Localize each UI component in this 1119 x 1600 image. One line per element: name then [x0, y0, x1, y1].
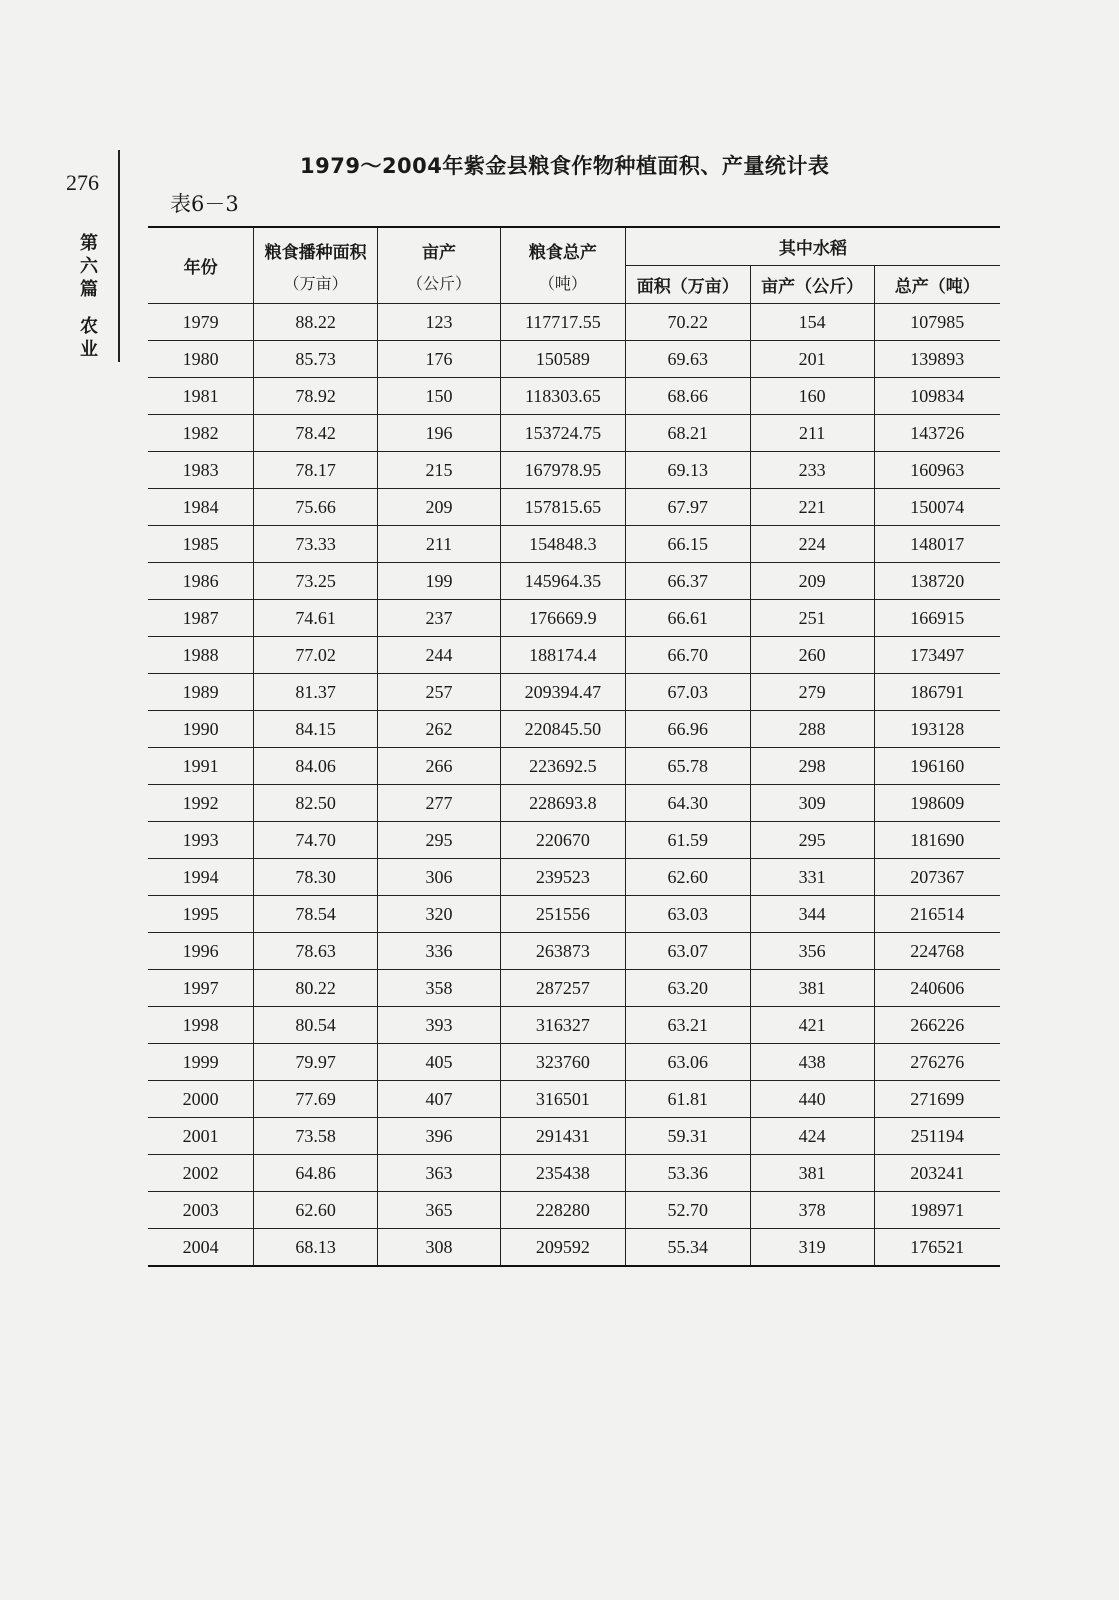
- header-sown-area-label: 粮食播种面积: [264, 242, 367, 263]
- table-row: [148, 600, 1000, 637]
- cell-rice-yield: 279: [750, 674, 874, 711]
- cell-total-output: 287257: [500, 970, 625, 1007]
- cell-yield: 123: [378, 304, 501, 341]
- cell-rice-area: 66.96: [625, 711, 750, 748]
- header-total-output: [500, 227, 625, 304]
- cell-yield: 244: [378, 637, 501, 674]
- page-number: 276: [66, 170, 99, 195]
- cell-year: 1991: [148, 748, 254, 785]
- table-row: [148, 859, 1000, 896]
- cell-total-output: 118303.65: [500, 378, 625, 415]
- cell-rice-output: 207367: [874, 859, 1000, 896]
- section-label: [78, 232, 100, 361]
- cell-total-output: 145964.35: [500, 563, 625, 600]
- header-rice-yield: 亩产（公斤）: [750, 266, 874, 304]
- cell-yield: 320: [378, 896, 501, 933]
- cell-rice-yield: 344: [750, 896, 874, 933]
- cell-total-output: 117717.55: [500, 304, 625, 341]
- cell-total-output: 263873: [500, 933, 625, 970]
- table-row: [148, 526, 1000, 563]
- cell-rice-area: 63.03: [625, 896, 750, 933]
- cell-sown-area: 81.37: [254, 674, 378, 711]
- cell-yield: 358: [378, 970, 501, 1007]
- cell-rice-output: 276276: [874, 1044, 1000, 1081]
- cell-year: 1984: [148, 489, 254, 526]
- cell-rice-yield: 221: [750, 489, 874, 526]
- cell-total-output: 251556: [500, 896, 625, 933]
- cell-total-output: 154848.3: [500, 526, 625, 563]
- cell-sown-area: 78.63: [254, 933, 378, 970]
- cell-yield: 295: [378, 822, 501, 859]
- cell-rice-output: 148017: [874, 526, 1000, 563]
- cell-rice-area: 66.61: [625, 600, 750, 637]
- cell-year: 1981: [148, 378, 254, 415]
- cell-sown-area: 73.33: [254, 526, 378, 563]
- table-row: [148, 1007, 1000, 1044]
- cell-rice-output: 193128: [874, 711, 1000, 748]
- cell-rice-yield: 233: [750, 452, 874, 489]
- cell-year: 2004: [148, 1229, 254, 1267]
- cell-total-output: 220845.50: [500, 711, 625, 748]
- cell-yield: 211: [378, 526, 501, 563]
- cell-sown-area: 77.69: [254, 1081, 378, 1118]
- cell-sown-area: 84.15: [254, 711, 378, 748]
- cell-total-output: 220670: [500, 822, 625, 859]
- cell-total-output: 157815.65: [500, 489, 625, 526]
- cell-year: 1980: [148, 341, 254, 378]
- cell-sown-area: 75.66: [254, 489, 378, 526]
- cell-rice-yield: 288: [750, 711, 874, 748]
- cell-sown-area: 73.58: [254, 1118, 378, 1155]
- table-row: [148, 378, 1000, 415]
- cell-sown-area: 78.30: [254, 859, 378, 896]
- cell-yield: 365: [378, 1192, 501, 1229]
- table-row: [148, 1155, 1000, 1192]
- cell-yield: 176: [378, 341, 501, 378]
- table-row: [148, 304, 1000, 341]
- cell-rice-area: 52.70: [625, 1192, 750, 1229]
- section-chapter-char: 篇: [80, 279, 98, 300]
- cell-total-output: 209592: [500, 1229, 625, 1267]
- table-row: [148, 1229, 1000, 1267]
- table-number: 表6－3: [170, 192, 239, 216]
- cell-yield: 257: [378, 674, 501, 711]
- cell-rice-yield: 319: [750, 1229, 874, 1267]
- cell-sown-area: 80.22: [254, 970, 378, 1007]
- cell-total-output: 153724.75: [500, 415, 625, 452]
- cell-rice-output: 240606: [874, 970, 1000, 1007]
- cell-total-output: 323760: [500, 1044, 625, 1081]
- cell-sown-area: 85.73: [254, 341, 378, 378]
- cell-yield: 215: [378, 452, 501, 489]
- cell-rice-output: 181690: [874, 822, 1000, 859]
- cell-year: 1988: [148, 637, 254, 674]
- cell-rice-yield: 356: [750, 933, 874, 970]
- cell-yield: 196: [378, 415, 501, 452]
- cell-yield: 363: [378, 1155, 501, 1192]
- cell-year: 1982: [148, 415, 254, 452]
- table-row: [148, 1192, 1000, 1229]
- cell-yield: 237: [378, 600, 501, 637]
- table-row: [148, 785, 1000, 822]
- cell-rice-area: 63.21: [625, 1007, 750, 1044]
- header-sown-area-unit: （万亩）: [283, 273, 348, 293]
- cell-year: 2002: [148, 1155, 254, 1192]
- cell-total-output: 176669.9: [500, 600, 625, 637]
- cell-rice-output: 186791: [874, 674, 1000, 711]
- table-row: [148, 674, 1000, 711]
- cell-rice-yield: 424: [750, 1118, 874, 1155]
- cell-rice-output: 107985: [874, 304, 1000, 341]
- cell-rice-yield: 331: [750, 859, 874, 896]
- cell-rice-area: 66.70: [625, 637, 750, 674]
- cell-rice-output: 224768: [874, 933, 1000, 970]
- table-row: [148, 415, 1000, 452]
- cell-rice-area: 66.37: [625, 563, 750, 600]
- cell-year: 1989: [148, 674, 254, 711]
- table-row: [148, 822, 1000, 859]
- cell-rice-output: 198609: [874, 785, 1000, 822]
- cell-rice-area: 55.34: [625, 1229, 750, 1267]
- cell-rice-output: 166915: [874, 600, 1000, 637]
- cell-sown-area: 77.02: [254, 637, 378, 674]
- table-row: [148, 748, 1000, 785]
- cell-rice-area: 67.03: [625, 674, 750, 711]
- cell-rice-yield: 211: [750, 415, 874, 452]
- table-title: 1979～2004年紫金县粮食作物种植面积、产量统计表: [300, 154, 830, 178]
- header-rice-group: 其中水稻: [625, 227, 1000, 266]
- header-yield: [378, 227, 501, 304]
- cell-yield: 308: [378, 1229, 501, 1267]
- cell-year: 2001: [148, 1118, 254, 1155]
- cell-rice-area: 68.66: [625, 378, 750, 415]
- cell-rice-area: 69.63: [625, 341, 750, 378]
- cell-rice-area: 69.13: [625, 452, 750, 489]
- cell-rice-output: 176521: [874, 1229, 1000, 1267]
- cell-rice-area: 63.07: [625, 933, 750, 970]
- cell-rice-yield: 160: [750, 378, 874, 415]
- cell-rice-yield: 224: [750, 526, 874, 563]
- cell-sown-area: 74.70: [254, 822, 378, 859]
- table-row: [148, 452, 1000, 489]
- cell-yield: 150: [378, 378, 501, 415]
- cell-rice-output: 109834: [874, 378, 1000, 415]
- cell-total-output: 167978.95: [500, 452, 625, 489]
- cell-sown-area: 74.61: [254, 600, 378, 637]
- cell-yield: 405: [378, 1044, 501, 1081]
- cell-yield: 336: [378, 933, 501, 970]
- cell-rice-area: 68.21: [625, 415, 750, 452]
- header-year: 年份: [148, 227, 254, 304]
- cell-year: 1992: [148, 785, 254, 822]
- cell-total-output: 188174.4: [500, 637, 625, 674]
- cell-year: 1995: [148, 896, 254, 933]
- table-body: [148, 304, 1000, 1267]
- cell-rice-yield: 309: [750, 785, 874, 822]
- cell-total-output: 209394.47: [500, 674, 625, 711]
- cell-yield: 262: [378, 711, 501, 748]
- cell-rice-yield: 381: [750, 970, 874, 1007]
- table-row: [148, 563, 1000, 600]
- cell-rice-output: 160963: [874, 452, 1000, 489]
- section-chapter-char: 六: [80, 256, 98, 277]
- cell-sown-area: 82.50: [254, 785, 378, 822]
- cell-rice-yield: 201: [750, 341, 874, 378]
- cell-total-output: 228280: [500, 1192, 625, 1229]
- section-topic-char: 业: [80, 339, 98, 360]
- cell-rice-output: 173497: [874, 637, 1000, 674]
- header-total-output-unit: （吨）: [538, 273, 587, 293]
- cell-rice-yield: 260: [750, 637, 874, 674]
- cell-rice-area: 63.06: [625, 1044, 750, 1081]
- table-row: [148, 1044, 1000, 1081]
- table-row: [148, 1118, 1000, 1155]
- cell-sown-area: 78.92: [254, 378, 378, 415]
- table-row: [148, 933, 1000, 970]
- cell-rice-output: 143726: [874, 415, 1000, 452]
- cell-sown-area: 64.86: [254, 1155, 378, 1192]
- cell-total-output: 235438: [500, 1155, 625, 1192]
- statistics-table: [148, 226, 1000, 1267]
- cell-rice-yield: 440: [750, 1081, 874, 1118]
- cell-rice-area: 62.60: [625, 859, 750, 896]
- cell-rice-output: 216514: [874, 896, 1000, 933]
- cell-year: 1979: [148, 304, 254, 341]
- cell-year: 1998: [148, 1007, 254, 1044]
- cell-rice-area: 65.78: [625, 748, 750, 785]
- cell-rice-area: 63.20: [625, 970, 750, 1007]
- cell-yield: 407: [378, 1081, 501, 1118]
- cell-rice-yield: 251: [750, 600, 874, 637]
- cell-year: 1996: [148, 933, 254, 970]
- cell-year: 1990: [148, 711, 254, 748]
- cell-yield: 393: [378, 1007, 501, 1044]
- cell-sown-area: 78.42: [254, 415, 378, 452]
- cell-total-output: 316501: [500, 1081, 625, 1118]
- cell-rice-output: 196160: [874, 748, 1000, 785]
- cell-rice-yield: 154: [750, 304, 874, 341]
- cell-rice-output: 251194: [874, 1118, 1000, 1155]
- cell-total-output: 239523: [500, 859, 625, 896]
- margin-rule: [118, 150, 120, 362]
- cell-sown-area: 68.13: [254, 1229, 378, 1267]
- table-row: [148, 637, 1000, 674]
- cell-rice-output: 266226: [874, 1007, 1000, 1044]
- cell-sown-area: 78.17: [254, 452, 378, 489]
- cell-total-output: 316327: [500, 1007, 625, 1044]
- cell-year: 1999: [148, 1044, 254, 1081]
- cell-yield: 306: [378, 859, 501, 896]
- cell-year: 1986: [148, 563, 254, 600]
- cell-yield: 277: [378, 785, 501, 822]
- cell-sown-area: 73.25: [254, 563, 378, 600]
- cell-sown-area: 88.22: [254, 304, 378, 341]
- cell-year: 1983: [148, 452, 254, 489]
- table-row: [148, 711, 1000, 748]
- cell-year: 1985: [148, 526, 254, 563]
- cell-year: 2003: [148, 1192, 254, 1229]
- cell-total-output: 150589: [500, 341, 625, 378]
- cell-rice-area: 61.59: [625, 822, 750, 859]
- cell-total-output: 291431: [500, 1118, 625, 1155]
- cell-rice-area: 67.97: [625, 489, 750, 526]
- cell-sown-area: 62.60: [254, 1192, 378, 1229]
- cell-rice-yield: 421: [750, 1007, 874, 1044]
- cell-rice-output: 139893: [874, 341, 1000, 378]
- cell-total-output: 223692.5: [500, 748, 625, 785]
- header-yield-label: 亩产: [422, 242, 457, 263]
- cell-rice-area: 61.81: [625, 1081, 750, 1118]
- cell-rice-yield: 381: [750, 1155, 874, 1192]
- table-row: [148, 341, 1000, 378]
- section-topic-char: 农: [80, 316, 98, 337]
- cell-yield: 266: [378, 748, 501, 785]
- header-sown-area: [254, 227, 378, 304]
- header-yield-unit: （公斤）: [407, 273, 472, 293]
- section-chapter-char: 第: [80, 233, 98, 254]
- cell-year: 1987: [148, 600, 254, 637]
- header-rice-area: 面积（万亩）: [625, 266, 750, 304]
- cell-rice-output: 150074: [874, 489, 1000, 526]
- cell-rice-area: 70.22: [625, 304, 750, 341]
- cell-sown-area: 80.54: [254, 1007, 378, 1044]
- cell-year: 1994: [148, 859, 254, 896]
- cell-total-output: 228693.8: [500, 785, 625, 822]
- table-row: [148, 970, 1000, 1007]
- cell-rice-area: 66.15: [625, 526, 750, 563]
- table-row: [148, 1081, 1000, 1118]
- cell-rice-area: 59.31: [625, 1118, 750, 1155]
- cell-sown-area: 78.54: [254, 896, 378, 933]
- header-rice-output: 总产（吨）: [874, 266, 1000, 304]
- cell-rice-yield: 438: [750, 1044, 874, 1081]
- cell-rice-output: 138720: [874, 563, 1000, 600]
- table-row: [148, 896, 1000, 933]
- cell-sown-area: 79.97: [254, 1044, 378, 1081]
- cell-rice-yield: 209: [750, 563, 874, 600]
- cell-year: 1997: [148, 970, 254, 1007]
- cell-sown-area: 84.06: [254, 748, 378, 785]
- header-total-output-label: 粮食总产: [528, 242, 597, 263]
- cell-year: 2000: [148, 1081, 254, 1118]
- cell-rice-output: 271699: [874, 1081, 1000, 1118]
- cell-rice-output: 203241: [874, 1155, 1000, 1192]
- cell-yield: 199: [378, 563, 501, 600]
- cell-rice-yield: 378: [750, 1192, 874, 1229]
- cell-year: 1993: [148, 822, 254, 859]
- cell-yield: 209: [378, 489, 501, 526]
- cell-rice-yield: 295: [750, 822, 874, 859]
- cell-rice-output: 198971: [874, 1192, 1000, 1229]
- cell-rice-yield: 298: [750, 748, 874, 785]
- cell-rice-area: 64.30: [625, 785, 750, 822]
- cell-rice-area: 53.36: [625, 1155, 750, 1192]
- table-row: [148, 489, 1000, 526]
- cell-yield: 396: [378, 1118, 501, 1155]
